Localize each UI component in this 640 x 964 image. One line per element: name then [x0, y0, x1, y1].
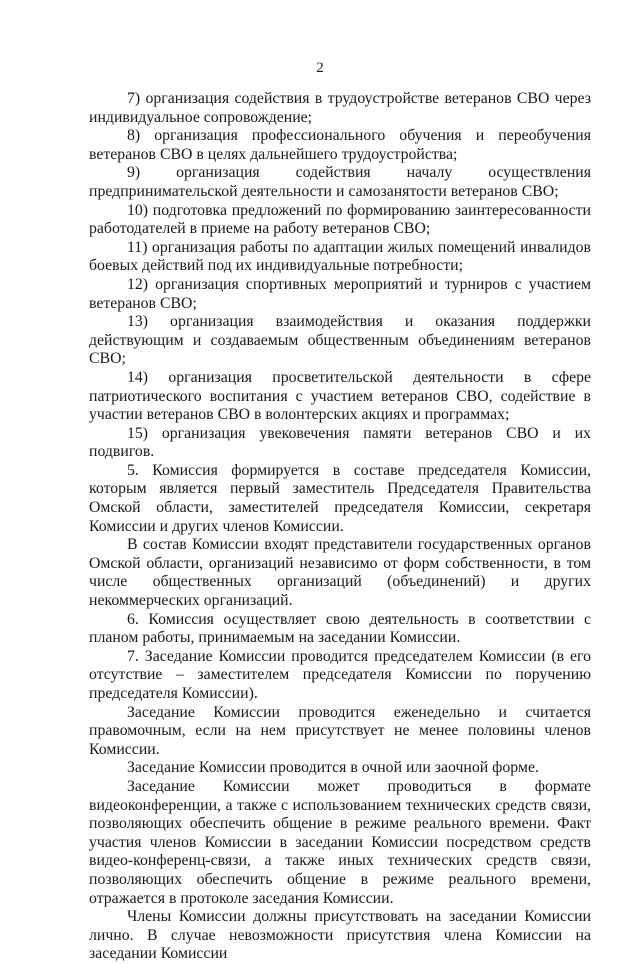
paragraph-item-9-entrepreneurship: 9) организация содействия началу осуществления предпринимательской деятельности и самозанятости ветеранов СВО;: [89, 164, 591, 200]
paragraph-commission-members: В состав Комиссии входят представители государственных органов Омской области, организаций независимо от форм собственности, в том числе общественных организаций (объединений) и других некоммерческих организаций.: [89, 536, 591, 610]
paragraph-item-14-patriotic-education: 14) организация просветительской деятельности в сфере патриотического воспитания с участием ветеранов СВО, содействие в участии ветеранов СВО в волонтерских акциях и программах;: [89, 368, 591, 424]
paragraph-item-13-public-associations: 13) организация взаимодействия и оказания поддержки действующим и создаваемым общественным объединениям ветеранов СВО;: [89, 313, 591, 368]
page-number: 2: [316, 60, 324, 76]
document-body: [89, 90, 591, 964]
paragraph-item-7-employment-support: 7) организация содействия в трудоустройстве ветеранов СВО через индивидуальное сопровождение;: [89, 90, 591, 126]
paragraph-videoconference: Заседание Комиссии может проводиться в формате видеоконференции, а также с использованием технических средств связи, позволяющих обеспечить общение в режиме реального времени. Факт участия членов Комиссии в заседании Комиссии посредством средств видео-конференц-связи, а также иных технических средств связи, позволяющих обеспечить общение в режиме реального времени, отражается в протоколе заседания Комиссии.: [89, 777, 591, 907]
paragraph-section-5-composition: 5. Комиссия формируется в составе председателя Комиссии, которым является первый заместитель Председателя Правительства Омской области, заместителей председателя Комиссии, секретаря Комиссии и других членов Комиссии.: [89, 461, 591, 535]
paragraph-item-10-employer-interest: 10) подготовка предложений по формированию заинтересованности работодателей в приеме на работу ветеранов СВО;: [89, 201, 591, 238]
paragraph-personal-attendance: Члены Комиссии должны присутствовать на заседании Комиссии лично. В случае невозможности присутствия члена Комиссии на заседании Комиссии: [89, 908, 591, 963]
paragraph-item-8-professional-training: 8) организация профессионального обучения и переобучения ветеранов СВО в целях дальнейшего трудоустройства;: [89, 127, 591, 163]
paragraph-section-6-work-plan: 6. Комиссия осуществляет свою деятельность в соответствии с планом работы, принимаемым на заседании Комиссии.: [89, 610, 591, 647]
paragraph-item-15-memory-perpetuation: 15) организация увековечения памяти ветеранов СВО и их подвигов.: [89, 424, 591, 461]
paragraph-item-11-housing-adaptation: 11) организация работы по адаптации жилых помещений инвалидов боевых действий под их индивидуальные потребности;: [89, 238, 591, 275]
paragraph-meeting-form: Заседание Комиссии проводится в очной или заочной форме.: [127, 759, 539, 777]
paragraph-item-12-sports-events: 12) организация спортивных мероприятий и турниров с участием ветеранов СВО;: [89, 275, 591, 312]
paragraph-meeting-quorum: Заседание Комиссии проводится еженедельно и считается правомочным, если на нем присутствует не менее половины членов Комиссии.: [89, 703, 591, 758]
paragraph-section-7-meeting-chair: 7. Заседание Комиссии проводится председателем Комиссии (в его отсутствие – заместителем председателя Комиссии по поручению председателя Комиссии).: [89, 647, 591, 702]
